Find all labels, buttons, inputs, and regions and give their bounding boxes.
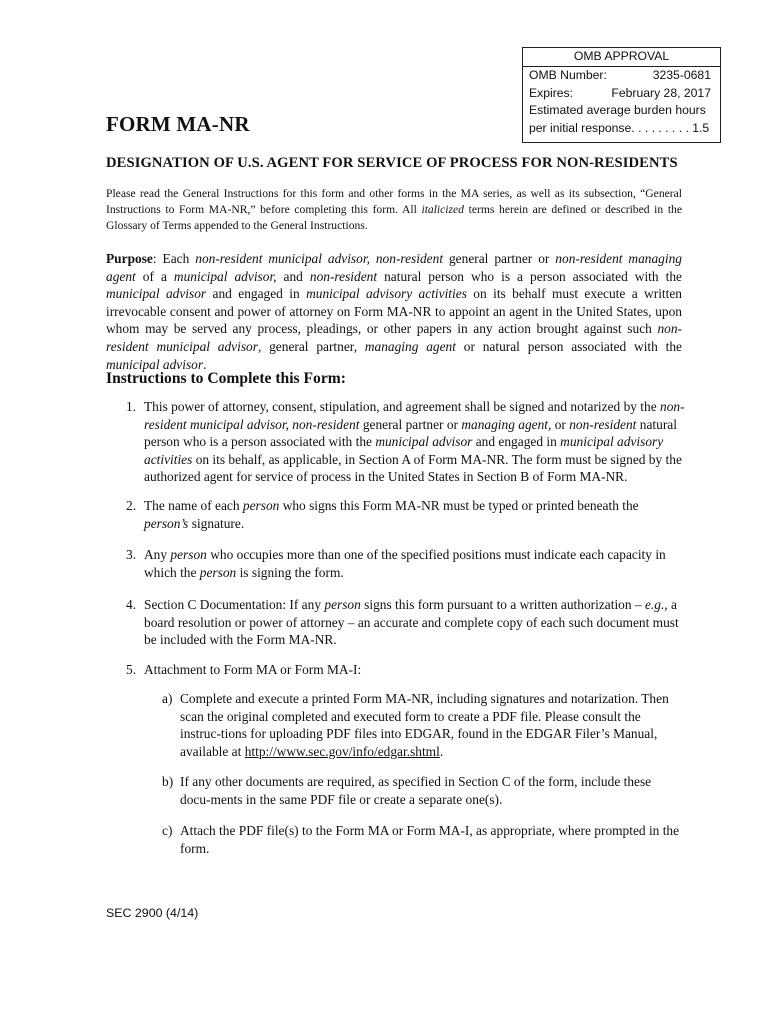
item-text-part: on its behalf, as applicable, in Section A of Form MA-NR. The form must be signed by the authorized agent for service of process in the United States in Section B of Form MA-NR.	[144, 451, 682, 485]
item-text: Attachment to Form MA or Form MA-I:	[144, 662, 362, 677]
purpose-italic: municipal advisor	[106, 286, 207, 302]
omb-approval-header: OMB APPROVAL	[523, 48, 720, 67]
subitem-text-part: .	[439, 743, 444, 759]
omb-number-label: OMB Number:	[529, 68, 607, 82]
item-text	[144, 596, 686, 649]
purpose-paragraph	[106, 250, 682, 373]
purpose-italic: non-resident municipal advisor	[106, 321, 682, 354]
purpose-text: general partner or	[443, 251, 556, 266]
item-italic: municipal advisor	[375, 434, 473, 450]
item-number: 4.	[126, 597, 137, 612]
edgar-link[interactable]: http://www.sec.gov/info/edgar.shtml	[244, 743, 440, 759]
purpose-text: on its behalf must execute a written irrevocable consent and power of attorney on Form MA-NR to appoint an agent in the United States, upon whom may be served any process, pleadings, or other papers in any action brought against such	[106, 286, 682, 337]
item-text	[144, 398, 686, 486]
item-text-part: Section C Documentation: If any	[144, 597, 325, 612]
purpose-italic: non-resident	[309, 268, 378, 284]
item-italic: person	[324, 597, 361, 612]
omb-expires-row	[523, 85, 720, 103]
purpose-text: of a	[135, 268, 174, 284]
purpose-text: or natural person associated with the	[455, 338, 682, 354]
omb-number-value: 3235-0681	[652, 68, 711, 82]
item-italic: person	[170, 547, 207, 562]
item-italic: municipal advisory activities	[144, 434, 664, 467]
item-number: 5.	[126, 662, 137, 677]
item-text-part: This power of attorney, consent, stipulation, and agreement shall be signed and notarized by the	[144, 399, 661, 414]
subitem-a	[162, 690, 684, 760]
item-italic: person’s	[144, 515, 189, 531]
purpose-italic: municipal advisor,	[173, 268, 277, 284]
item-italic: non-resident municipal advisor, non-resident	[144, 399, 685, 432]
purpose-label: Purpose	[106, 251, 153, 266]
form-title: FORM MA-NR	[106, 112, 250, 136]
intro-text-a: Please read the General Instructions for this form and other forms in the MA series, as well as its subsection, “General Instructions to Form MA-NR,” before completing this form. All	[106, 187, 682, 216]
item-italic: managing agent,	[461, 416, 552, 432]
item-text-part: natural person who is a person associated with the	[144, 416, 677, 450]
purpose-italic: non-resident municipal advisor, non-resident	[195, 251, 444, 266]
omb-burden-line2: per initial response. . . . . . . . . 1.5	[529, 120, 710, 135]
instruction-item-2	[126, 497, 686, 532]
omb-number-row	[523, 67, 720, 85]
item-italic: person	[242, 498, 280, 513]
item-text-part: signature.	[188, 515, 245, 531]
instruction-item-1	[126, 398, 686, 486]
instruction-item-3	[126, 546, 686, 581]
purpose-text: , general partner,	[257, 338, 365, 354]
purpose-italic: municipal advisor	[106, 356, 204, 372]
subitem-text	[180, 690, 684, 760]
item-text	[144, 497, 686, 532]
purpose-italic: municipal advisory activities	[306, 286, 467, 302]
item-text-part: who occupies more than one of the specified positions must indicate each capacity in which the	[144, 547, 666, 580]
item-text-part: a board resolution or power of attorney – an accurate and complete copy of each such document must be included with the Form MA-NR.	[144, 597, 679, 648]
item-italic: non-resident	[569, 416, 637, 432]
item-text-part: is signing the form.	[236, 564, 344, 580]
item-text-part: signs this form pursuant to a written authorization –	[360, 597, 645, 612]
item-text-part: general partner or	[359, 416, 462, 432]
intro-italic: italicized	[421, 203, 464, 216]
subitem-b	[162, 773, 684, 808]
instructions-heading: Instructions to Complete this Form:	[106, 370, 346, 387]
item-number: 1.	[126, 399, 137, 414]
purpose-italic: non-resident managing agent	[106, 251, 682, 284]
subitem-letter: a)	[162, 691, 173, 706]
omb-approval-box	[522, 47, 721, 143]
subitem-c	[162, 822, 684, 857]
omb-expires-value: February 28, 2017	[611, 85, 711, 100]
form-footer-code: SEC 2900 (4/14)	[106, 906, 199, 920]
purpose-text: .	[203, 356, 207, 372]
purpose-text: : Each	[152, 251, 196, 266]
item-italic: e.g.,	[644, 597, 668, 612]
subitem-letter: b)	[162, 774, 174, 789]
intro-text-b: terms herein are defined or described in the Glossary of Terms appended to the General Instructions.	[106, 203, 683, 232]
item-text	[144, 546, 686, 581]
item-text-part: Any	[144, 547, 171, 562]
instruction-item-5	[126, 661, 686, 679]
subitem-text: Attach the PDF file(s) to the Form MA or Form MA-I, as appropriate, where prompted in the form.	[180, 823, 680, 856]
item-number: 2.	[126, 498, 137, 513]
purpose-text: natural person who is a person associated with the	[377, 268, 682, 284]
item-italic: person	[199, 564, 237, 580]
item-text-part: who signs this Form MA-NR must be typed or printed beneath the	[279, 498, 639, 513]
purpose-text: and engaged in	[206, 286, 307, 302]
subitem-text-part: Complete and execute a printed Form MA-NR, including signatures and notarization. Then scan the original completed and executed form to create a PDF file. Please consult the instruc-tions for uploading PDF files into EDGAR, found in the EDGAR Filer’s Manual, available at	[180, 691, 669, 759]
instruction-item-4	[126, 596, 686, 649]
omb-expires-label: Expires:	[529, 85, 574, 100]
omb-burden-line1: Estimated average burden hours	[529, 103, 706, 117]
item-text-part: and engaged in	[472, 434, 561, 450]
intro-paragraph	[106, 186, 682, 234]
purpose-text: and	[276, 268, 310, 284]
item-text-part: or	[551, 416, 570, 432]
subitem-letter: c)	[162, 823, 173, 838]
designation-heading: DESIGNATION OF U.S. AGENT FOR SERVICE OF PROCESS FOR NON-RESIDENTS	[106, 155, 678, 171]
item-text-part: The name of each	[144, 498, 243, 513]
purpose-italic: managing agent	[364, 338, 456, 354]
subitem-text: If any other documents are required, as specified in Section C of the form, include these docu-ments in the same PDF file or create a separate one(s).	[180, 774, 652, 807]
item-number: 3.	[126, 547, 137, 562]
